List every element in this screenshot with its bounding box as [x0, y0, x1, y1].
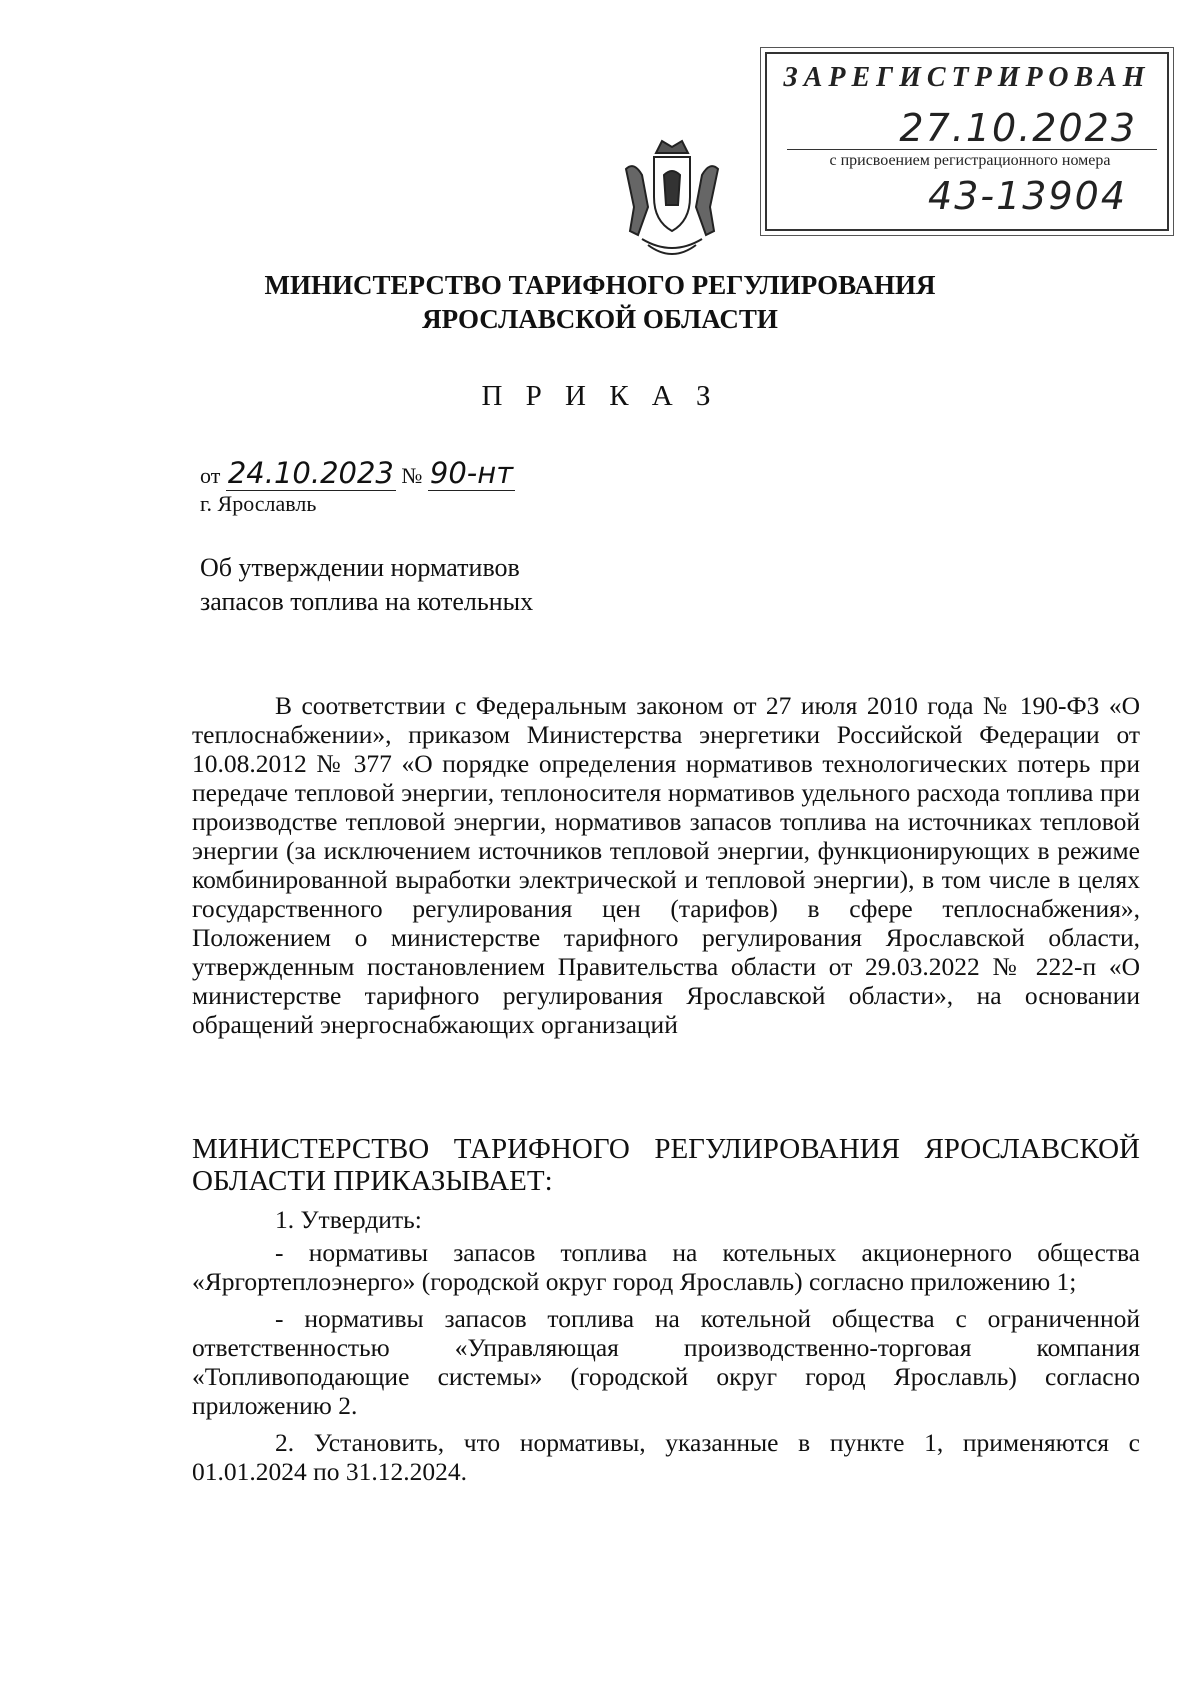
- order-dateline: [200, 456, 515, 490]
- preamble-paragraph: В соответствии с Федеральным законом от 27 июля 2010 года № 190-ФЗ «О теплоснабжении», приказом Министерства энергетики Российской Федерации от 10.08.2012 № 377 «О порядке определения нормативов технологических потерь при передаче тепловой энергии, теплоносителя нормативов удельного расхода топлива при производстве тепловой энергии, нормативов запасов топлива на источниках тепловой энергии (за исключением источников тепловой энергии, функционирующих в режиме комбинированной выработки электрической и тепловой энергии), в том числе в целях государственного регулирования цен (тарифов) в сфере теплоснабжения», Положением о министерстве тарифного регулирования Ярославской области, утвержденным постановлением Правительства области от 29.03.2022 № 222-п «О министерстве тарифного регулирования Ярославской области», на основании обращений энергоснабжающих организаций: [192, 691, 1140, 1039]
- stamp-caption: с присвоением регистрационного номера: [829, 152, 1111, 169]
- order-phrase: МИНИСТЕРСТВО ТАРИФНОГО РЕГУЛИРОВАНИЯ ЯРОСЛАВСКОЙ ОБЛАСТИ ПРИКАЗЫВАЕТ:: [192, 1133, 1140, 1197]
- coat-of-arms-icon: [612, 135, 732, 265]
- list-item: 1. Утвердить:: [275, 1205, 422, 1234]
- city: г. Ярославль: [200, 491, 317, 516]
- registration-stamp: [765, 52, 1169, 231]
- order-date: 24.10.2023: [227, 456, 394, 490]
- order-items: [192, 1205, 1140, 1486]
- subject-line-1: Об утверждении нормативов: [200, 553, 520, 582]
- stamp-registration-number: 43-13904: [928, 174, 1127, 218]
- stamp-divider: [787, 149, 1157, 150]
- order-subject: [200, 551, 533, 619]
- number-sign: №: [401, 463, 423, 488]
- list-item: 2. Установить, что нормативы, указанные в пункте 1, применяются с 01.01.2024 по 31.12.2024.: [192, 1428, 1140, 1486]
- stamp-title: ЗАРЕГИСТРИРОВАН: [783, 62, 1151, 93]
- date-prefix: от: [200, 463, 221, 488]
- order-number: 90-нт: [429, 456, 514, 490]
- stamp-registration-date: 27.10.2023: [899, 106, 1137, 150]
- ministry-name-line-2: ЯРОСЛАВСКОЙ ОБЛАСТИ: [422, 304, 778, 334]
- list-item: - нормативы запасов топлива на котельной общества с ограниченной ответственностью «Управляющая производственно-торговая компания «Топливоподающие системы» (городской округ город Ярославль) согласно приложению 2.: [192, 1304, 1140, 1420]
- ministry-name-line-1: МИНИСТЕРСТВО ТАРИФНОГО РЕГУЛИРОВАНИЯ: [264, 270, 936, 300]
- list-item: - нормативы запасов топлива на котельных акционерного общества «Яргортеплоэнерго» (городской округ город Ярославль) согласно приложению 1;: [192, 1238, 1140, 1296]
- document-type: П Р И К А З: [481, 380, 719, 412]
- subject-line-2: запасов топлива на котельных: [200, 587, 534, 616]
